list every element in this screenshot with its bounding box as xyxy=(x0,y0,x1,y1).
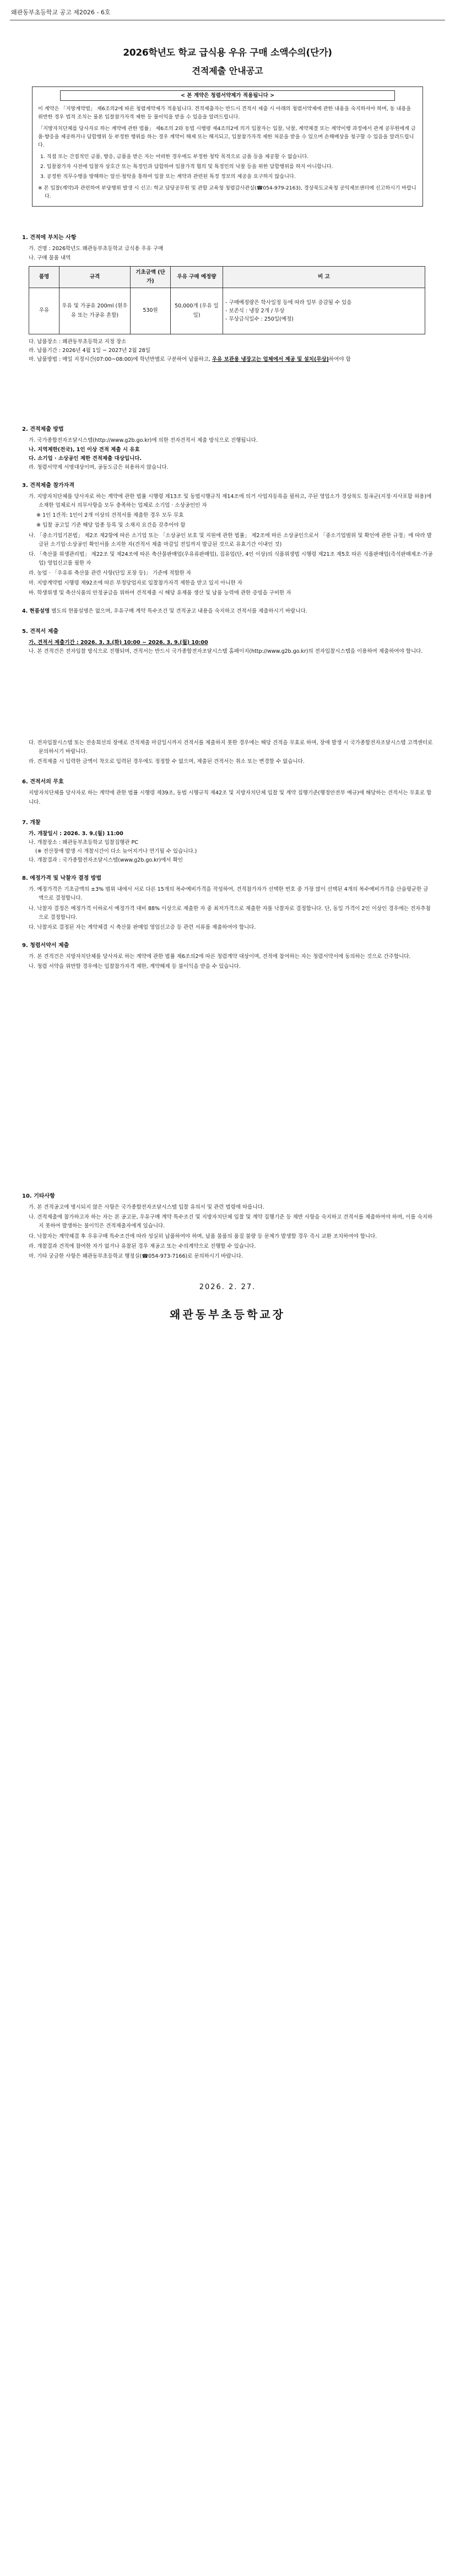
notice-paragraph-1: 이 계약은 「지방계약법」 제6조의2에 따른 청렴계약제가 적용됩니다. 견적제출자는 반드시 견적서 제출 시 아래의 청렴서약제에 관한 내용을 숙지하셔야 하며, 동 내용을 위반한 경우 법적 조치는 물론 입찰참가자격 제한 등 불이익을 받을 수 있음을 알려드립니다. xyxy=(38,106,411,121)
remark-line: - 무상급식일수 : 250일(예정) xyxy=(225,316,294,323)
notice-list xyxy=(40,153,417,181)
sec3-a: 가. 지방자치단체를 당사자로 하는 계약에 관한 법률 시행령 제13조 및 동법시행규칙 제14조에 의거 사업자등록을 필하고, 주된 영업소가 경상북도 칠곡군(지정·지사포함 허용)에 소재한 업체로서 의무사항을 모두 충족하는 업체로 소기업 · 소상공인인 자 xyxy=(29,493,432,509)
sec2-b: 나. 지역제한(전국), 1인 이상 견적 제출 시 유효 xyxy=(29,446,140,453)
notice-item: 2. 입찰참가자 사전에 입찰자 상호간 또는 특정인과 담합하여 입찰가격 협의 및 특정인의 낙찰 등을 위한 담합행위를 하지 아니합니다. xyxy=(40,163,333,170)
page-title: 2026학년도 학교 급식용 우유 구매 소액수의(단가) xyxy=(123,47,332,58)
section-9 xyxy=(22,941,433,971)
section-3 xyxy=(22,481,433,598)
sec1-line1: 가. 건명 : 2026학년도 왜관동부초등학교 급식용 우유 구매 xyxy=(29,246,164,252)
sec6-text: 지방자치단체를 당사자로 하는 계약에 관한 법률 시행령 제39조, 동법 시행규칙 제42조 및 지방자치단체 입찰 및 계약 집행기준(행정안전부 예규)에 해당하는 견적서는 무효로 합니다. xyxy=(29,790,432,805)
section-4-title: 4. 현품설명 xyxy=(22,608,50,614)
signature-date: 2026. 2. 27. xyxy=(199,1283,256,1292)
section-4-text: 별도의 현품설명은 없으며, 우유구매 계약 특수조건 및 견적공고 내용을 숙지하고 견적서를 제출하시기 바랍니다. xyxy=(51,608,307,614)
sec1-line5-a: 마. 납품방법 : 매일 지정시간(07:00~08:00)에 학년반별로 구분하여 납품하고, xyxy=(29,356,212,363)
col-name: 품명 xyxy=(29,266,59,288)
sec3-d: 다. 「축산물 위생관리법」 제22조 및 제24조에 따른 축산물판매업(우유류판매업), 집유업(단, 4인 이상)의 식품위생법 시행령 제21조 제5호 따른 식품판매업(즉석판매제조·가공업) 영업신고를 필한 자 xyxy=(29,551,433,566)
sec8-a: 가. 예정가격은 기초금액의 ±3% 범위 내에서 서로 다른 15개의 복수예비가격을 작성하여, 견적참가자가 선택한 번호 중 가장 많이 선택된 4개의 복수예비가격을 산술평균한 금액으로 결정합니다. xyxy=(29,886,429,902)
section-1-title: 1. 견적에 부치는 사항 xyxy=(22,235,77,241)
section-8-title: 8. 예정가격 및 낙찰자 결정 방법 xyxy=(22,875,102,882)
sec10-d: 라. 개찰결과 견적에 참여한 자가 없거나 유찰된 경우 재공고 또는 수의계약으로 진행할 수 있습니다. xyxy=(29,1243,256,1249)
sec1-line4: 라. 납품기간 : 2026년 4월 1일 ~ 2027년 2월 28일 xyxy=(29,348,150,354)
sec7-c: 다. 개찰결과 : 국가종합전자조달시스템(www.g2b.go.kr)에서 확인 xyxy=(29,857,183,864)
sec5-a2: 나. 본 견적건은 전자입찰 방식으로 진행되며, 견적서는 반드시 국가종합전자조달시스템 홈페이지(http://www.g2b.go.kr)의 전자입찰시스템을 이용하여 제출하여야 합니다. xyxy=(29,648,423,654)
remark-line: - 구매예정량은 학사일정 등에 따라 일부 증감될 수 있음 xyxy=(225,299,352,306)
notice-box xyxy=(32,86,423,207)
col-qty: 우유 구매 예정량 xyxy=(171,266,223,288)
section-3-title: 3. 견적제출 참가자격 xyxy=(22,482,74,489)
table-row xyxy=(29,288,425,334)
sec3-e: 라. 농업 · 「우유류 축산물 관련 사항(단일 포장 등)」 기준에 적합한 자 xyxy=(29,570,192,577)
section-2 xyxy=(22,425,433,472)
sec9-a: 가. 본 견적건은 지방자치단체를 당사자로 하는 계약에 관한 법률 제6조의2에 따른 청렴계약 대상이며, 견적에 참여하는 자는 청렴서약서에 동의하는 것으로 간주합니다. xyxy=(29,953,411,960)
section-8 xyxy=(22,874,433,932)
section-6 xyxy=(22,777,433,807)
page-subtitle: 견적제출 안내공고 xyxy=(192,66,263,76)
section-5 xyxy=(22,627,433,656)
sec7-b2: (※ 전산장애 발생 시 개찰시간이 다소 늦어지거나 연기될 수 있습니다.) xyxy=(35,848,197,854)
section-5-title: 5. 견적서 제출 xyxy=(22,628,59,635)
sec10-b: 나. 견적제출에 참가하고자 하는 자는 본 공고문, 우유구매 계약 특수조건 및 지방자치단체 입찰 및 계약 집행기준 등 제반 사항을 숙지하고 견적서를 제출하여야 하며, 이를 숙지하지 못하여 발생하는 불이익은 견적제출자에게 있습니다. xyxy=(29,1214,433,1230)
sec10-e: 마. 기타 궁금한 사항은 왜관동부초등학교 행정실(☎054-973-7166)로 문의하시기 바랍니다. xyxy=(29,1253,243,1259)
section-7-title: 7. 개찰 xyxy=(22,819,41,826)
section-4-line xyxy=(22,607,433,616)
sec1-line5-c: 하여야 함 xyxy=(329,356,351,363)
sec5-c: 라. 견적제출 시 입력한 금액이 착오로 입력된 경우에도 정정할 수 없으며, 제출된 견적서는 취소 또는 변경할 수 없습니다. xyxy=(29,759,305,765)
cell-name: 우유 xyxy=(29,288,59,334)
sec5-b: 다. 전자입찰시스템 또는 전송회선의 장애로 견적제출 마감일시까지 견적서를 제출하지 못한 경우에는 해당 견적을 무효로 하며, 장애 발생 시 국가종합전자조달시스템 고객센터로 문의하시기 바랍니다. xyxy=(29,739,433,755)
items-table-header xyxy=(29,266,425,288)
items-table xyxy=(29,266,425,334)
section-10 xyxy=(22,1192,433,1261)
sec3-c: 나. 「중소기업기본법」 제2조 제2항에 따른 소기업 또는 「소상공인 보호 및 지원에 관한 법률」 제2조에 따른 소상공인으로서 「중소기업범위 및 확인에 관한 규정」에 따라 발급된 소기업·소상공인 확인서를 소지한 자(견적서 제출 마감일 전일까지 발급된 것으로 유효기간 이내인 것) xyxy=(29,532,432,548)
section-10-title: 10. 기타사항 xyxy=(22,1193,55,1200)
section-2-title: 2. 견적제출 방법 xyxy=(22,426,64,433)
section-1 xyxy=(22,233,433,364)
sec8-c: 다. 낙찰자로 결정된 자는 계약체결 시 축산물 판매업 영업신고증 등 관련 서류를 제출하여야 합니다. xyxy=(29,924,256,930)
cell-price: 530원 xyxy=(131,288,171,334)
cell-spec: 우유 및 가공유 200ml (흰우유 또는 가공유 혼합) xyxy=(59,288,131,334)
sec10-a: 가. 본 견적공고에 명시되지 않은 사항은 국가종합전자조달시스템 입찰 유의서 및 관련 법령에 따릅니다. xyxy=(29,1204,264,1211)
sec7-a: 가. 개찰일시 : 2026. 3. 9.(월) 11:00 xyxy=(29,830,123,837)
sec2-a: 가. 국가종합전자조달시스템(http://www.g2b.go.kr)에 의한 전자견적서 제출 방식으로 진행됩니다. xyxy=(29,437,258,444)
doc-header xyxy=(0,0,455,20)
sec3-b2: ※ 입찰 공고일 기준 해당 업종 등록 및 소재지 요건을 갖추어야 함 xyxy=(36,522,186,529)
cell-remarks xyxy=(223,288,425,334)
sec1-line2: 나. 구매 물품 내역 xyxy=(29,255,71,261)
signature-school: 왜관동부초등학교장 xyxy=(170,1308,285,1322)
sec1-line5 xyxy=(22,355,433,364)
sec2-d: 라. 청렴서약제 서명대상이며, 공동도급은 허용하지 않습니다. xyxy=(29,464,169,470)
notice-star: ※ 본 입찰(계약)과 관련하여 부당행위 발생 시 신고: 학교 담당공무원 및 관할 교육청 청렴감사관실(☎054-979-2163), 경상북도교육청 공익제보센터에 신고하시기 바랍니다. xyxy=(38,185,416,199)
sec2-c: 다. 소기업 · 소상공인 제한 견적제출 대상입니다. xyxy=(29,455,142,462)
cell-qty: 50,000개 (우유 일일) xyxy=(171,288,223,334)
notice-item: 3. 공정한 직무수행을 방해하는 알선·청탁을 통하여 입찰 또는 계약과 관련된 특정 정보의 제공을 요구하지 않습니다. xyxy=(40,173,296,180)
notice-heading: < 본 계약은 청렴서약제가 적용됩니다 > xyxy=(60,90,395,101)
col-remarks: 비 고 xyxy=(223,266,425,288)
notice-item: 1. 직접 또는 간접적인 금품, 향응, 금품을 받은 자는 어떠한 경우에도 부정한 청탁 목적으로 금품 등을 제공할 수 없습니다. xyxy=(40,153,309,160)
section-5-cont xyxy=(22,739,433,766)
sec5-a1: 가. 견적서 제출기간 : 2026. 3. 3.(화) 10:00 ~ 2026. 3. 9.(월) 10:00 xyxy=(29,639,208,646)
section-4 xyxy=(22,607,433,616)
sec10-c: 다. 낙찰자는 계약체결 후 우유구매 특수조건에 따라 성실히 납품하여야 하며, 납품 물품의 품질 불량 등 문제가 발생할 경우 즉시 교환 조치하여야 합니다. xyxy=(29,1233,377,1240)
sec7-b: 나. 개찰장소 : 왜관동부초등학교 입찰집행관 PC xyxy=(29,839,138,846)
sec3-g: 바. 학생위생 및 축산식품의 안정공급을 위하여 견적제출 시 해당 유제품 생산 및 납품 능력에 관한 증빙을 구비한 자 xyxy=(29,590,291,597)
sec9-b: 나. 청렴 서약을 위반할 경우에는 입찰참가자격 제한, 계약해제 등 불이익을 받을 수 있습니다. xyxy=(29,964,241,970)
sec1-line3: 다. 납품장소 : 왜관동부초등학교 지정 장소 xyxy=(29,339,127,345)
sec3-f: 마. 지방계약법 시행령 제92조에 따른 부정당업자로 입찰참가자격 제한을 받고 있지 아니한 자 xyxy=(29,580,242,587)
sec3-b1: ※ 1인 1견적: 1인이 2개 이상의 견적서를 제출한 경우 모두 무효 xyxy=(36,512,184,519)
sec8-b: 나. 낙찰자 결정은 예정가격 이하로서 예정가격 대비 88% 이상으로 제출한 자 중 최저가격으로 제출한 자를 낙찰자로 결정합니다. 단, 동일 가격이 2인 이상인 경우에는 전자추첨으로 결정합니다. xyxy=(29,905,431,921)
remark-line: - 보존식 : 냉장 2개 / 무상 xyxy=(225,307,285,314)
doc-ref: 왜관동부초등학교 공고 제2026 - 6호 xyxy=(11,9,111,16)
section-9-title: 9. 청렴서약서 제출 xyxy=(22,942,69,949)
sec1-line5-b: 우유 보관용 냉장고는 업체에서 제공 및 설치(무상) xyxy=(212,356,329,363)
col-price: 기초금액 (단가) xyxy=(131,266,171,288)
notice-paragraph-2: 「지방자치단체를 당사자로 하는 계약에 관한 법률」 제6조의 2와 동법 시행령 제4조의2에 의거 입찰자는 입찰, 낙찰, 계약체결 또는 계약이행 과정에서 관계 공무원에게 금품·향응을 제공하거나 담합행위 등 부정한 행위를 하는 경우 계약이 해제 또는 해지되고, 입찰참가자격 제한 처분을 받을 수 있으며 손해배상을 청구할 수 있음을 알려드립니다. xyxy=(38,126,416,148)
col-spec: 규격 xyxy=(59,266,131,288)
section-6-title: 6. 견적서의 무효 xyxy=(22,779,64,786)
section-7 xyxy=(22,818,433,865)
